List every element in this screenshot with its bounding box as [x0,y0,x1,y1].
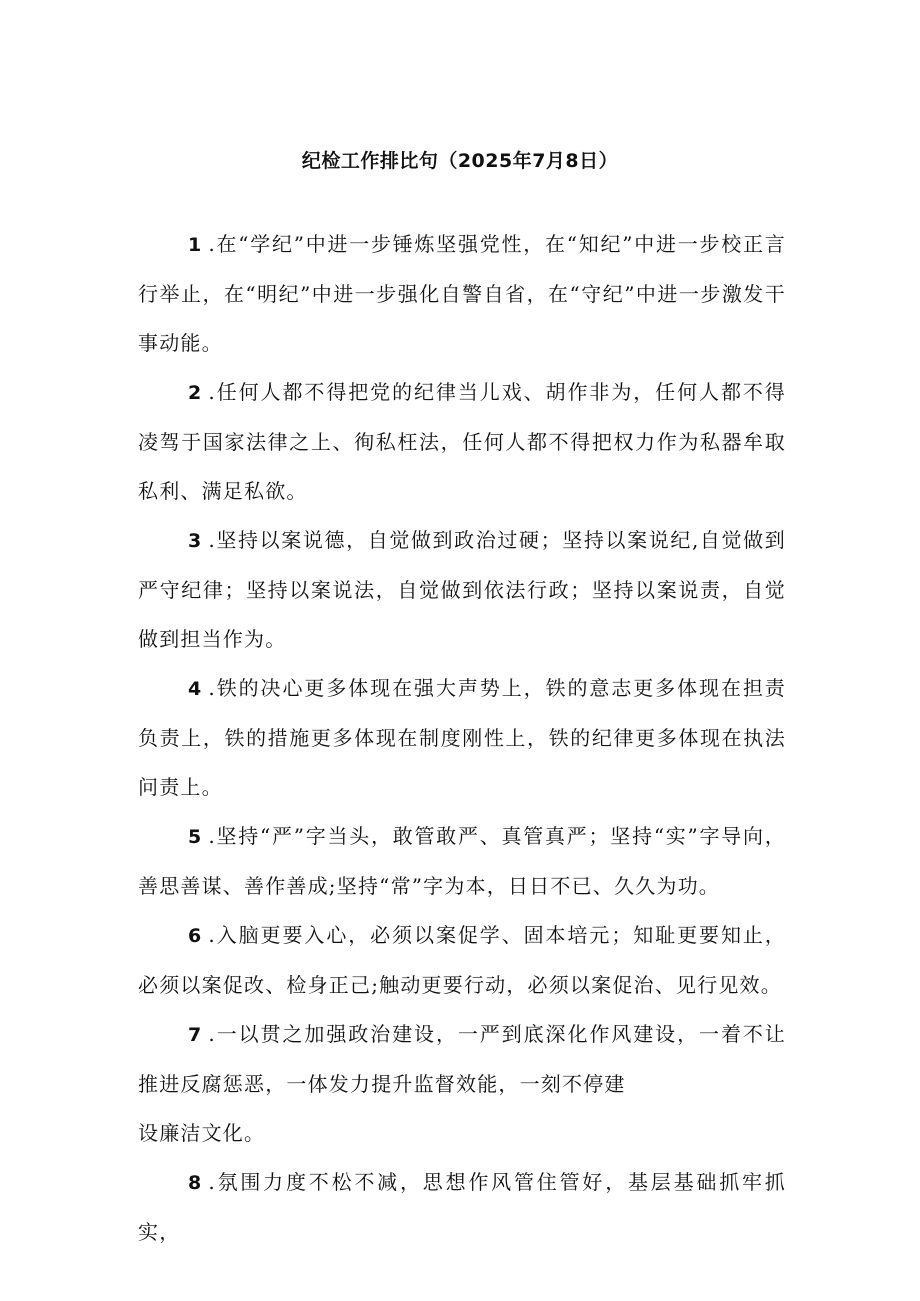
item-number: 2 [188,382,203,404]
item-number: 4 [188,678,203,700]
item-text: .在“学纪”中进一步锤炼坚强党性，在“知纪”中进一步校正言行举止，在“明纪”中进一步强化自警自省，在“守纪”中进一步激发干事动能。 [138,232,786,355]
item-text: .入脑更要入心，必须以案促学、固本培元；知耻更要知止，必须以案促改、检身正己;触动更要行动，必须以案促治、见行见效。 [138,923,786,997]
item-number: 8 [188,1172,203,1194]
item-text: .氛围力度不松不减，思想作风管住管好，基层基础抓牢抓实， [138,1170,786,1244]
list-item [138,1158,786,1257]
item-text: .坚持“严”字当头，敢管敢严、真管真严；坚持“实”字导向，善思善谋、善作善成;坚持“常”字为本，日日不已、久久为功。 [138,824,786,898]
item-number: 6 [188,925,203,947]
document-body [138,220,786,1257]
list-item [138,911,786,1010]
item-text: .坚持以案说德，自觉做到政治过硬；坚持以案说纪,自觉做到严守纪律；坚持以案说法，自觉做到依法行政；坚持以案说责，自觉做到担当作为。 [138,528,786,651]
item-number: 1 [188,234,203,256]
list-item [138,1010,786,1158]
item-number: 7 [188,1024,203,1046]
item-text: .任何人都不得把党的纪律当儿戏、胡作非为，任何人都不得凌驾于国家法律之上、徇私枉法，任何人都不得把权力作为私器牟取私利、满足私欲。 [138,380,786,503]
list-item [138,368,786,516]
list-item [138,516,786,664]
document-title: 纪检工作排比句（2025年7月8日） [301,150,619,172]
item-text: .一以贯之加强政治建设，一严到底深化作风建设，一着不让推进反腐惩恶，一体发力提升监督效能，一刻不停建 [138,1022,786,1096]
item-text-continuation: 设廉洁文化。 [138,1121,266,1145]
list-item [138,220,786,368]
list-item [138,664,786,812]
item-number: 3 [188,530,203,552]
item-text: .铁的决心更多体现在强大声势上，铁的意志更多体现在担责负责上，铁的措施更多体现在制度刚性上，铁的纪律更多体现在执法问责上。 [138,676,786,799]
item-number: 5 [188,826,203,848]
list-item [138,812,786,911]
